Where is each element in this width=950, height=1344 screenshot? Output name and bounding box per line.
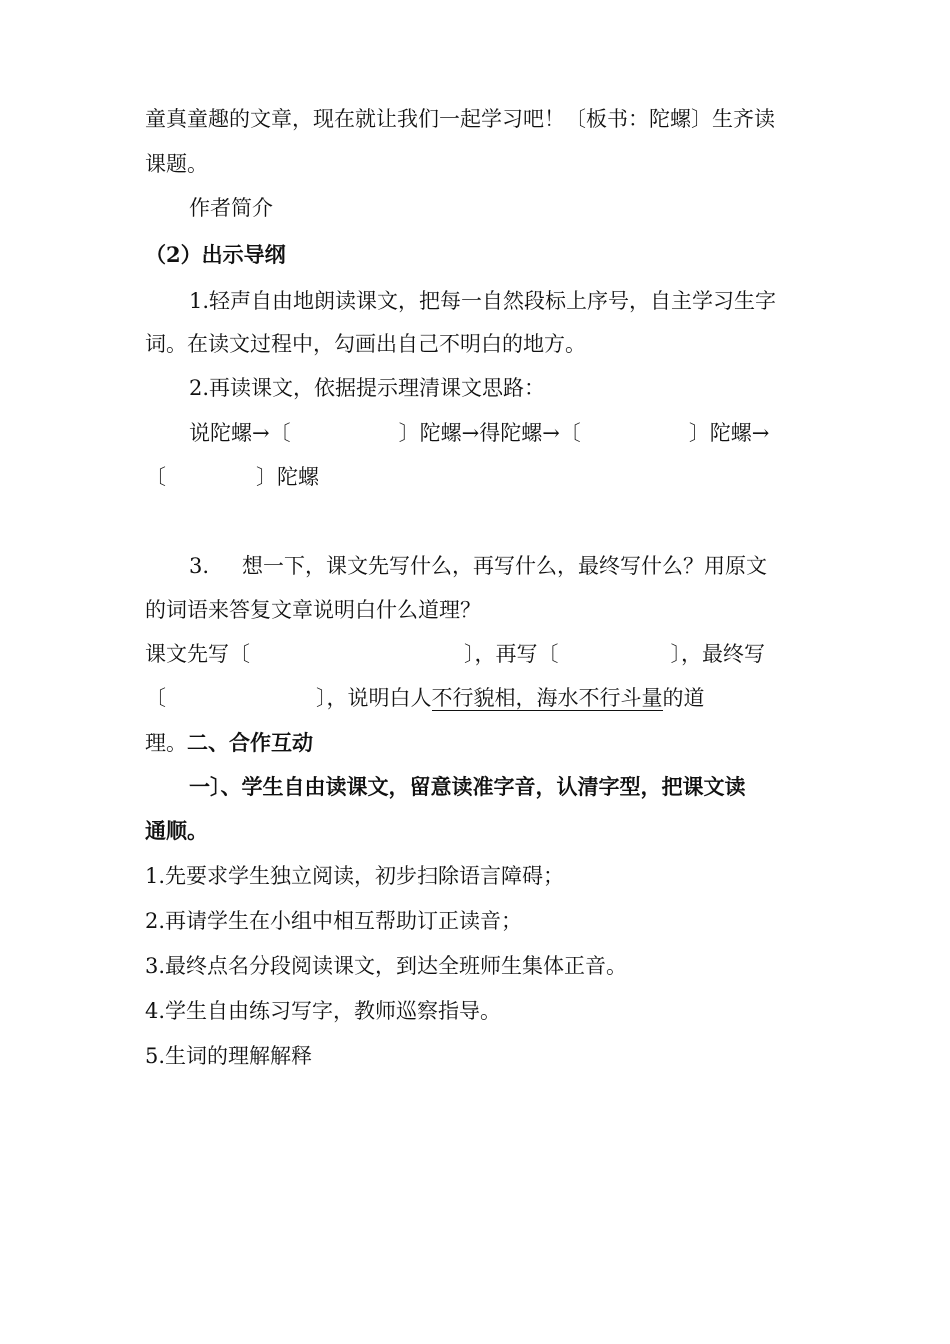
bold-paragraph-line: 一〕、学生自由读课文，留意读准字音，认清字型，把课文读	[189, 774, 746, 799]
section-label: 作者简介	[189, 196, 273, 220]
fill-blank-line	[145, 683, 705, 713]
text-segment: 的道	[662, 686, 705, 710]
paragraph-line: 2.再读课文，依据提示理清课文思路：	[189, 376, 546, 400]
paragraph-line: 词。在读文过程中，勾画出自己不明白的地方。	[145, 332, 586, 356]
text-segment: 〕，说明白	[316, 686, 411, 710]
text-segment: 〔	[145, 465, 166, 489]
paragraph-line: 1.轻声自由地朗读课文，把每一自然段标上序号，自主学习生字	[189, 289, 777, 313]
paragraph-line	[189, 551, 767, 581]
bold-paragraph-line: 通顺。	[145, 818, 208, 843]
text-segment: 想一下，课文先写什么，再写什么，最终写什么？用原文	[242, 554, 768, 578]
text-segment: 〕陀螺	[256, 465, 319, 489]
text-segment: 〕陀螺→得陀螺→〔	[398, 421, 581, 445]
text-segment: 〕陀螺→	[688, 421, 770, 445]
fill-blank-line	[145, 639, 765, 669]
list-item: 1.先要求学生独立阅读，初步扫除语言障碍；	[145, 864, 565, 888]
section-heading: 二、合作互动	[187, 730, 313, 755]
fill-blank-line	[145, 462, 319, 492]
list-item: 2.再请学生在小组中相互帮助订正读音；	[145, 909, 523, 933]
paragraph-line: 童真童趣的文章，现在就让我们一起学习吧！〔板书：陀螺〕生齐读	[145, 107, 775, 131]
list-item: 3.最终点名分段阅读课文，到达全班师生集体正音。	[145, 954, 628, 978]
fill-blank-line	[189, 418, 769, 448]
list-item: 4.学生自由练习写字，教师巡察指导。	[145, 999, 502, 1023]
text-segment: 〔	[145, 686, 166, 710]
text-segment: 说陀螺→〔	[189, 421, 291, 445]
paragraph-line: 课题。	[145, 152, 208, 176]
list-item: 5.生词的理解解释	[145, 1044, 313, 1068]
paragraph-line: 的词语来答复文章说明白什么道理？	[145, 598, 481, 622]
text-segment: 课文先写〔	[145, 642, 250, 666]
text-segment: 〕，再写〔	[464, 642, 559, 666]
underlined-proverb: 不行貌相，海水不行斗量	[431, 686, 663, 710]
item-number: 3.	[189, 554, 210, 578]
text-segment: 〕，最终写	[670, 642, 765, 666]
paragraph-line	[145, 728, 313, 758]
text-segment: 人	[410, 686, 432, 710]
text-segment: 理。	[145, 731, 187, 755]
section-heading: （2）出示导纲	[145, 242, 286, 267]
